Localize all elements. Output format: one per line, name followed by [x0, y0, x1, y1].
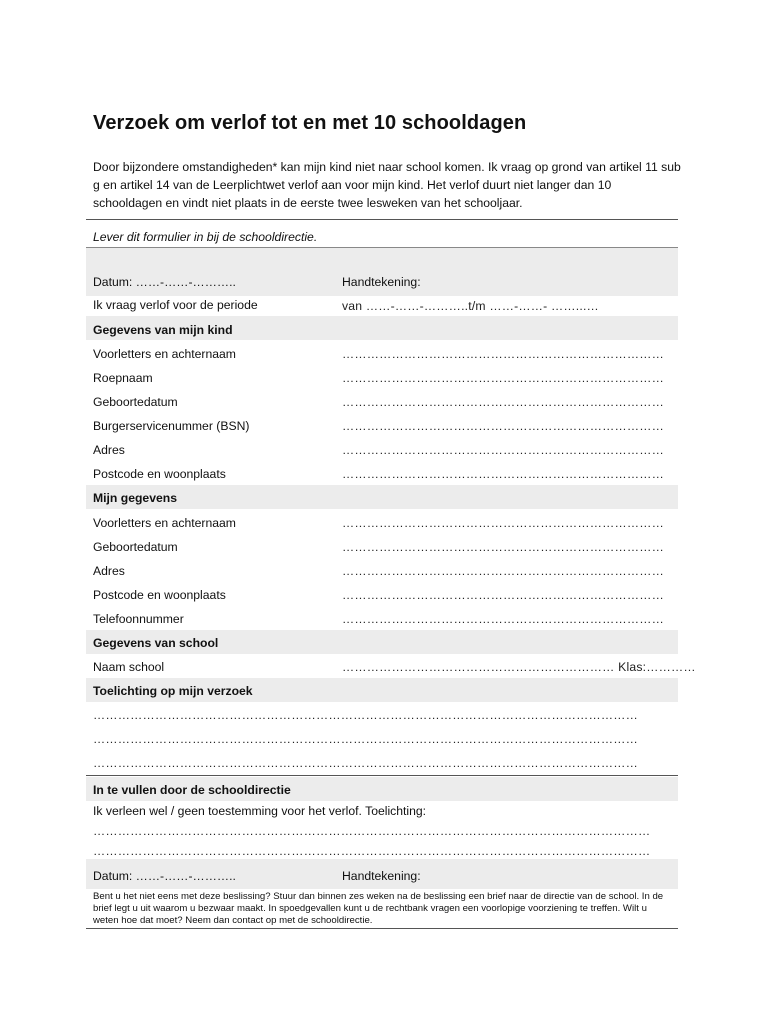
direction-line[interactable]: ………………………………………………………………………………………………………………………: [93, 824, 651, 838]
school-name-label: Naam school: [93, 660, 165, 674]
parent-label-birthdate: Geboortedatum: [93, 540, 178, 554]
period-field[interactable]: van ……-……-………..t/m ……-……- ……...…: [342, 299, 599, 313]
parent-field-name[interactable]: ……………………………………………………………………: [342, 516, 665, 530]
parent-field-address[interactable]: ……………………………………………………………………: [342, 564, 665, 578]
signature-field[interactable]: Handtekening:: [342, 275, 421, 289]
intro-text: Door bijzondere omstandigheden* kan mijn kind niet naar school komen. Ik vraag op grond van artikel 11 sub g en artikel 14 van de Leerplichtwet verlof aan voor mijn kind. Het verlof duurt niet langer dan 10 schooldagen en vindt niet plaats in de eerste twee lesweken van het schooljaar.: [93, 160, 681, 210]
divider: [86, 928, 678, 929]
section-heading-explanation: Toelichting op mijn verzoek: [93, 684, 253, 698]
divider: [86, 219, 678, 220]
parent-label-address: Adres: [93, 564, 125, 578]
child-label-roepnaam: Roepnaam: [93, 371, 153, 385]
child-field-bsn[interactable]: ……………………………………………………………………: [342, 419, 665, 433]
child-label-postcode: Postcode en woonplaats: [93, 467, 226, 481]
section-heading-child: Gegevens van mijn kind: [93, 323, 233, 337]
child-label-bsn: Burgerservicenummer (BSN): [93, 419, 250, 433]
period-label: Ik vraag verlof voor de periode: [93, 298, 258, 312]
section-heading-direction: In te vullen door de schooldirectie: [93, 783, 291, 797]
parent-field-phone[interactable]: ……………………………………………………………………: [342, 612, 665, 626]
instruction-text: Lever dit formulier in bij de schooldirectie.: [93, 230, 318, 244]
child-field-name[interactable]: ……………………………………………………………………: [342, 347, 665, 361]
footnote-text: Bent u het niet eens met deze beslissing? Stuur dan binnen zes weken na de beslissing een brief naar de directie van de school. In de brief legt u uit waarom u bezwaar maakt. In spoedgevallen kunt u de rechtbank vragen een voorlopige voorziening te treffen. Wilt u weten hoe dat moet? Neem dan contact op met de schooldirectie.: [93, 891, 664, 926]
parent-label-postcode: Postcode en woonplaats: [93, 588, 226, 602]
parent-field-birthdate[interactable]: ……………………………………………………………………: [342, 540, 665, 554]
section-heading-parent: Mijn gegevens: [93, 491, 177, 505]
parent-label-phone: Telefoonnummer: [93, 612, 184, 626]
explanation-line[interactable]: ……………………………………………………………………………………………………………………: [93, 756, 639, 770]
child-field-address[interactable]: ……………………………………………………………………: [342, 443, 665, 457]
child-label-address: Adres: [93, 443, 125, 457]
child-label-birthdate: Geboortedatum: [93, 395, 178, 409]
direction-date-field[interactable]: Datum: ……-……-………..: [93, 869, 236, 883]
divider: [86, 775, 678, 776]
parent-field-postcode[interactable]: ……………………………………………………………………: [342, 588, 665, 602]
child-field-birthdate[interactable]: ……………………………………………………………………: [342, 395, 665, 409]
school-name-field[interactable]: ………………………………………………………… Klas:…………: [342, 660, 696, 674]
child-field-roepnaam[interactable]: ……………………………………………………………………: [342, 371, 665, 385]
parent-label-name: Voorletters en achternaam: [93, 516, 236, 530]
date-field[interactable]: Datum: ……-……-………..: [93, 275, 236, 289]
direction-decision-text: Ik verleen wel / geen toestemming voor het verlof. Toelichting:: [93, 804, 427, 818]
child-label-name: Voorletters en achternaam: [93, 347, 236, 361]
page-title: Verzoek om verlof tot en met 10 schooldagen: [93, 112, 527, 134]
section-heading-school: Gegevens van school: [93, 636, 219, 650]
direction-signature-field[interactable]: Handtekening:: [342, 869, 421, 883]
explanation-line[interactable]: ……………………………………………………………………………………………………………………: [93, 732, 639, 746]
direction-line[interactable]: ………………………………………………………………………………………………………………………: [93, 844, 651, 858]
child-field-postcode[interactable]: ……………………………………………………………………: [342, 467, 665, 481]
explanation-line[interactable]: ……………………………………………………………………………………………………………………: [93, 708, 639, 722]
